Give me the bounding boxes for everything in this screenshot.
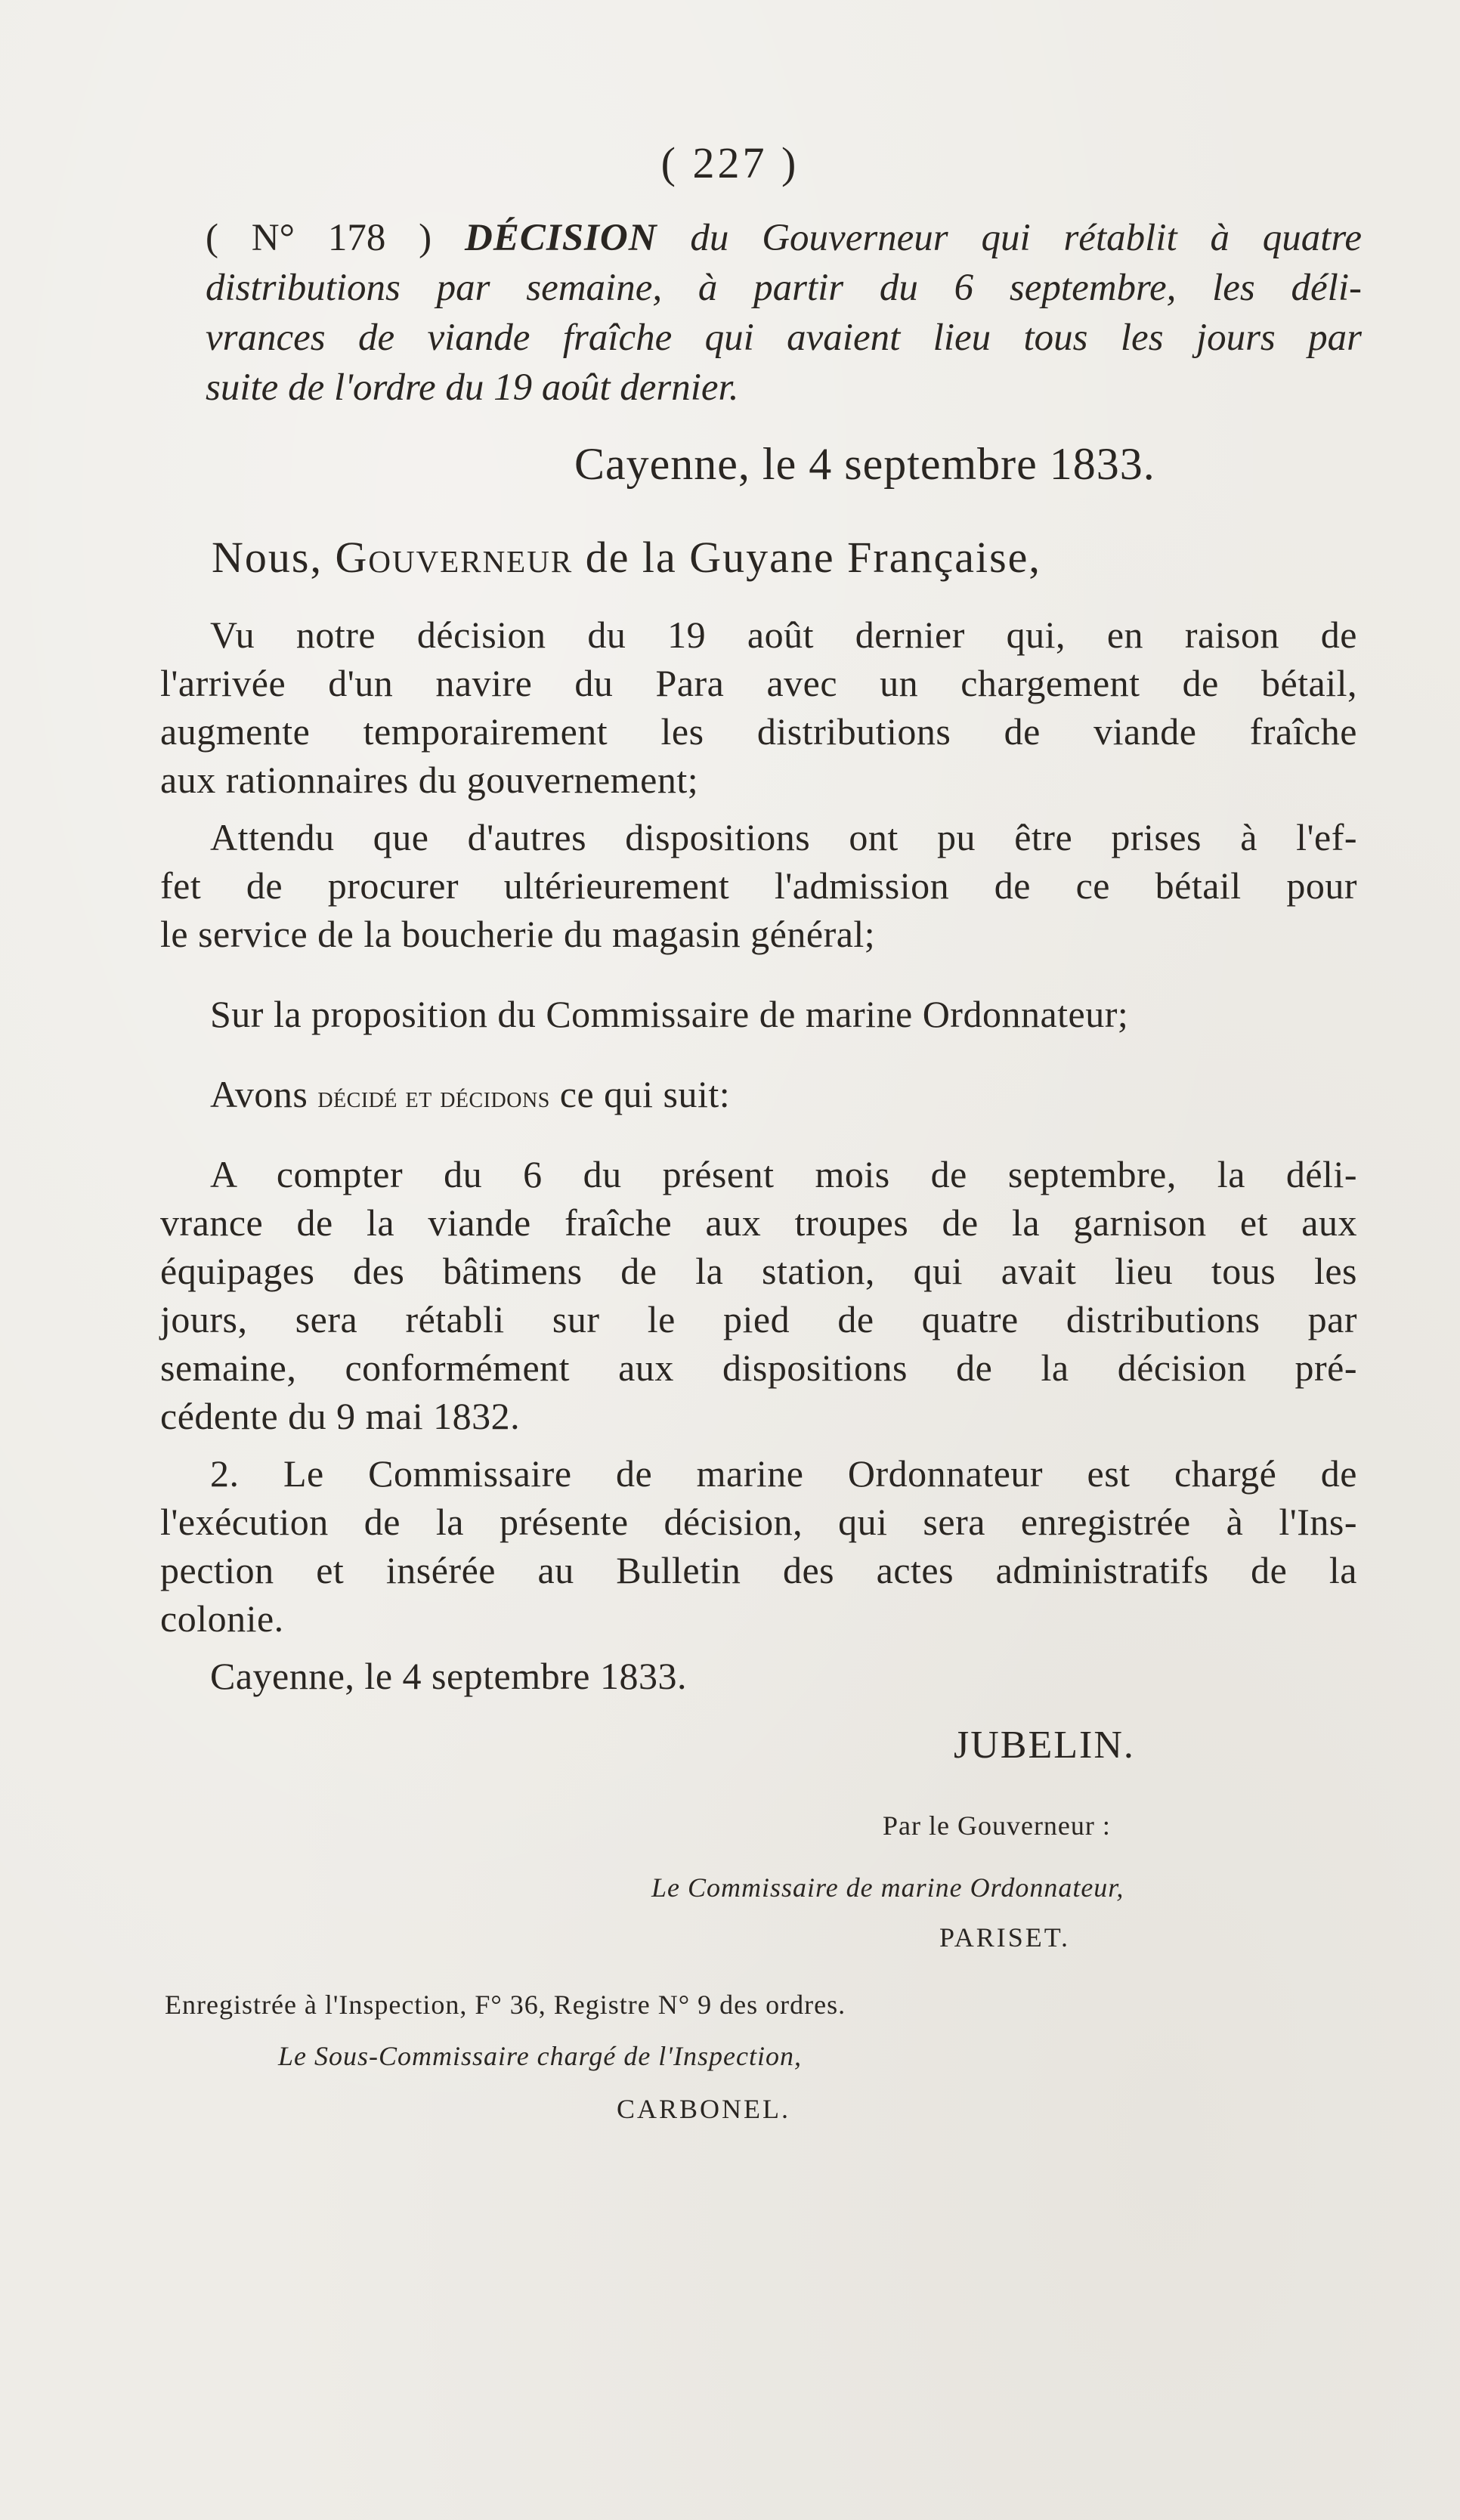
closing-date: Cayenne, le 4 septembre 1833. [210, 1655, 687, 1697]
commissaire-title: Le Commissaire de marine Ordonnateur, [651, 1872, 1124, 1903]
art1-line-3: équipages des bâtimens de la station, qui avait lieu tous les [160, 1250, 1357, 1292]
art1-line-6: cédente du 9 mai 1832. [160, 1395, 521, 1437]
nous-word: Nous, [212, 533, 323, 582]
art1-line-1: A compter du 6 du présent mois de septembre, la déli- [210, 1153, 1357, 1195]
header-line-2: distributions par semaine, à partir du 6 septembre, les déli- [206, 267, 1362, 309]
art2-line-2: l'exécution de la présente décision, qui sera enregistrée à l'Ins- [160, 1501, 1357, 1543]
header-line-3: vrances de viande fraîche qui avaient lieu tous les jours par [206, 317, 1362, 359]
vu-line-4: aux rationnaires du gouvernement; [160, 759, 699, 801]
sous-commissaire-name: CARBONEL. [617, 2094, 791, 2124]
art1-line-4: jours, sera rétabli sur le pied de quatre distributions par [160, 1298, 1357, 1340]
nous-rest: de la Guyane Française, [585, 533, 1041, 582]
page-number: ( 227 ) [660, 138, 800, 187]
attendu-line-1: Attendu que d'autres dispositions ont pu être prises à l'ef- [210, 816, 1357, 858]
avons-rest: ce qui suit: [559, 1073, 731, 1115]
header-line-1-rest: du Gouverneur qui rétablit à quatre [690, 217, 1363, 259]
attendu-line-3: le service de la boucherie du magasin général; [160, 913, 876, 955]
art1-line-5: semaine, conformément aux dispositions de la décision pré- [160, 1347, 1357, 1389]
gouverneur-word: Gouverneur [335, 533, 574, 582]
decision-word: DÉCISION [464, 217, 657, 259]
par-gouverneur: Par le Gouverneur : [883, 1810, 1111, 1841]
header-line-4: suite de l'ordre du 19 août dernier. [206, 366, 739, 409]
commissaire-name: PARISET. [939, 1922, 1071, 1953]
nous-line [212, 532, 1270, 583]
registration-note: Enregistrée à l'Inspection, F° 36, Registre N° 9 des ordres. [165, 1990, 846, 2020]
art2-line-1: 2. Le Commissaire de marine Ordonnateur est chargé de [210, 1452, 1357, 1495]
art1-line-2: vrance de la viande fraîche aux troupes de la garnison et aux [160, 1201, 1357, 1244]
sur-line: Sur la proposition du Commissaire de marine Ordonnateur; [210, 993, 1129, 1035]
art2-line-4: colonie. [160, 1597, 284, 1640]
decision-number: ( N° 178 ) [206, 217, 432, 259]
decide-words: décidé et décidons [317, 1080, 550, 1114]
attendu-line-2: fet de procurer ultérieurement l'admission de ce bétail pour [160, 864, 1357, 907]
vu-line-2: l'arrivée d'un navire du Para avec un chargement de bétail, [160, 662, 1357, 704]
vu-line-3: augmente temporairement les distributions de viande fraîche [160, 710, 1357, 753]
header-line-1 [206, 213, 1362, 263]
art2-line-3: pection et insérée au Bulletin des actes administratifs de la [160, 1549, 1357, 1591]
signature-name: JUBELIN. [954, 1724, 1135, 1767]
avons-line [210, 1070, 1357, 1121]
avons-word: Avons [210, 1073, 308, 1115]
dateline: Cayenne, le 4 septembre 1833. [574, 439, 1155, 489]
vu-line-1: Vu notre décision du 19 août dernier qui, en raison de [210, 614, 1357, 656]
sous-commissaire-title: Le Sous-Commissaire chargé de l'Inspection, [278, 2041, 802, 2071]
